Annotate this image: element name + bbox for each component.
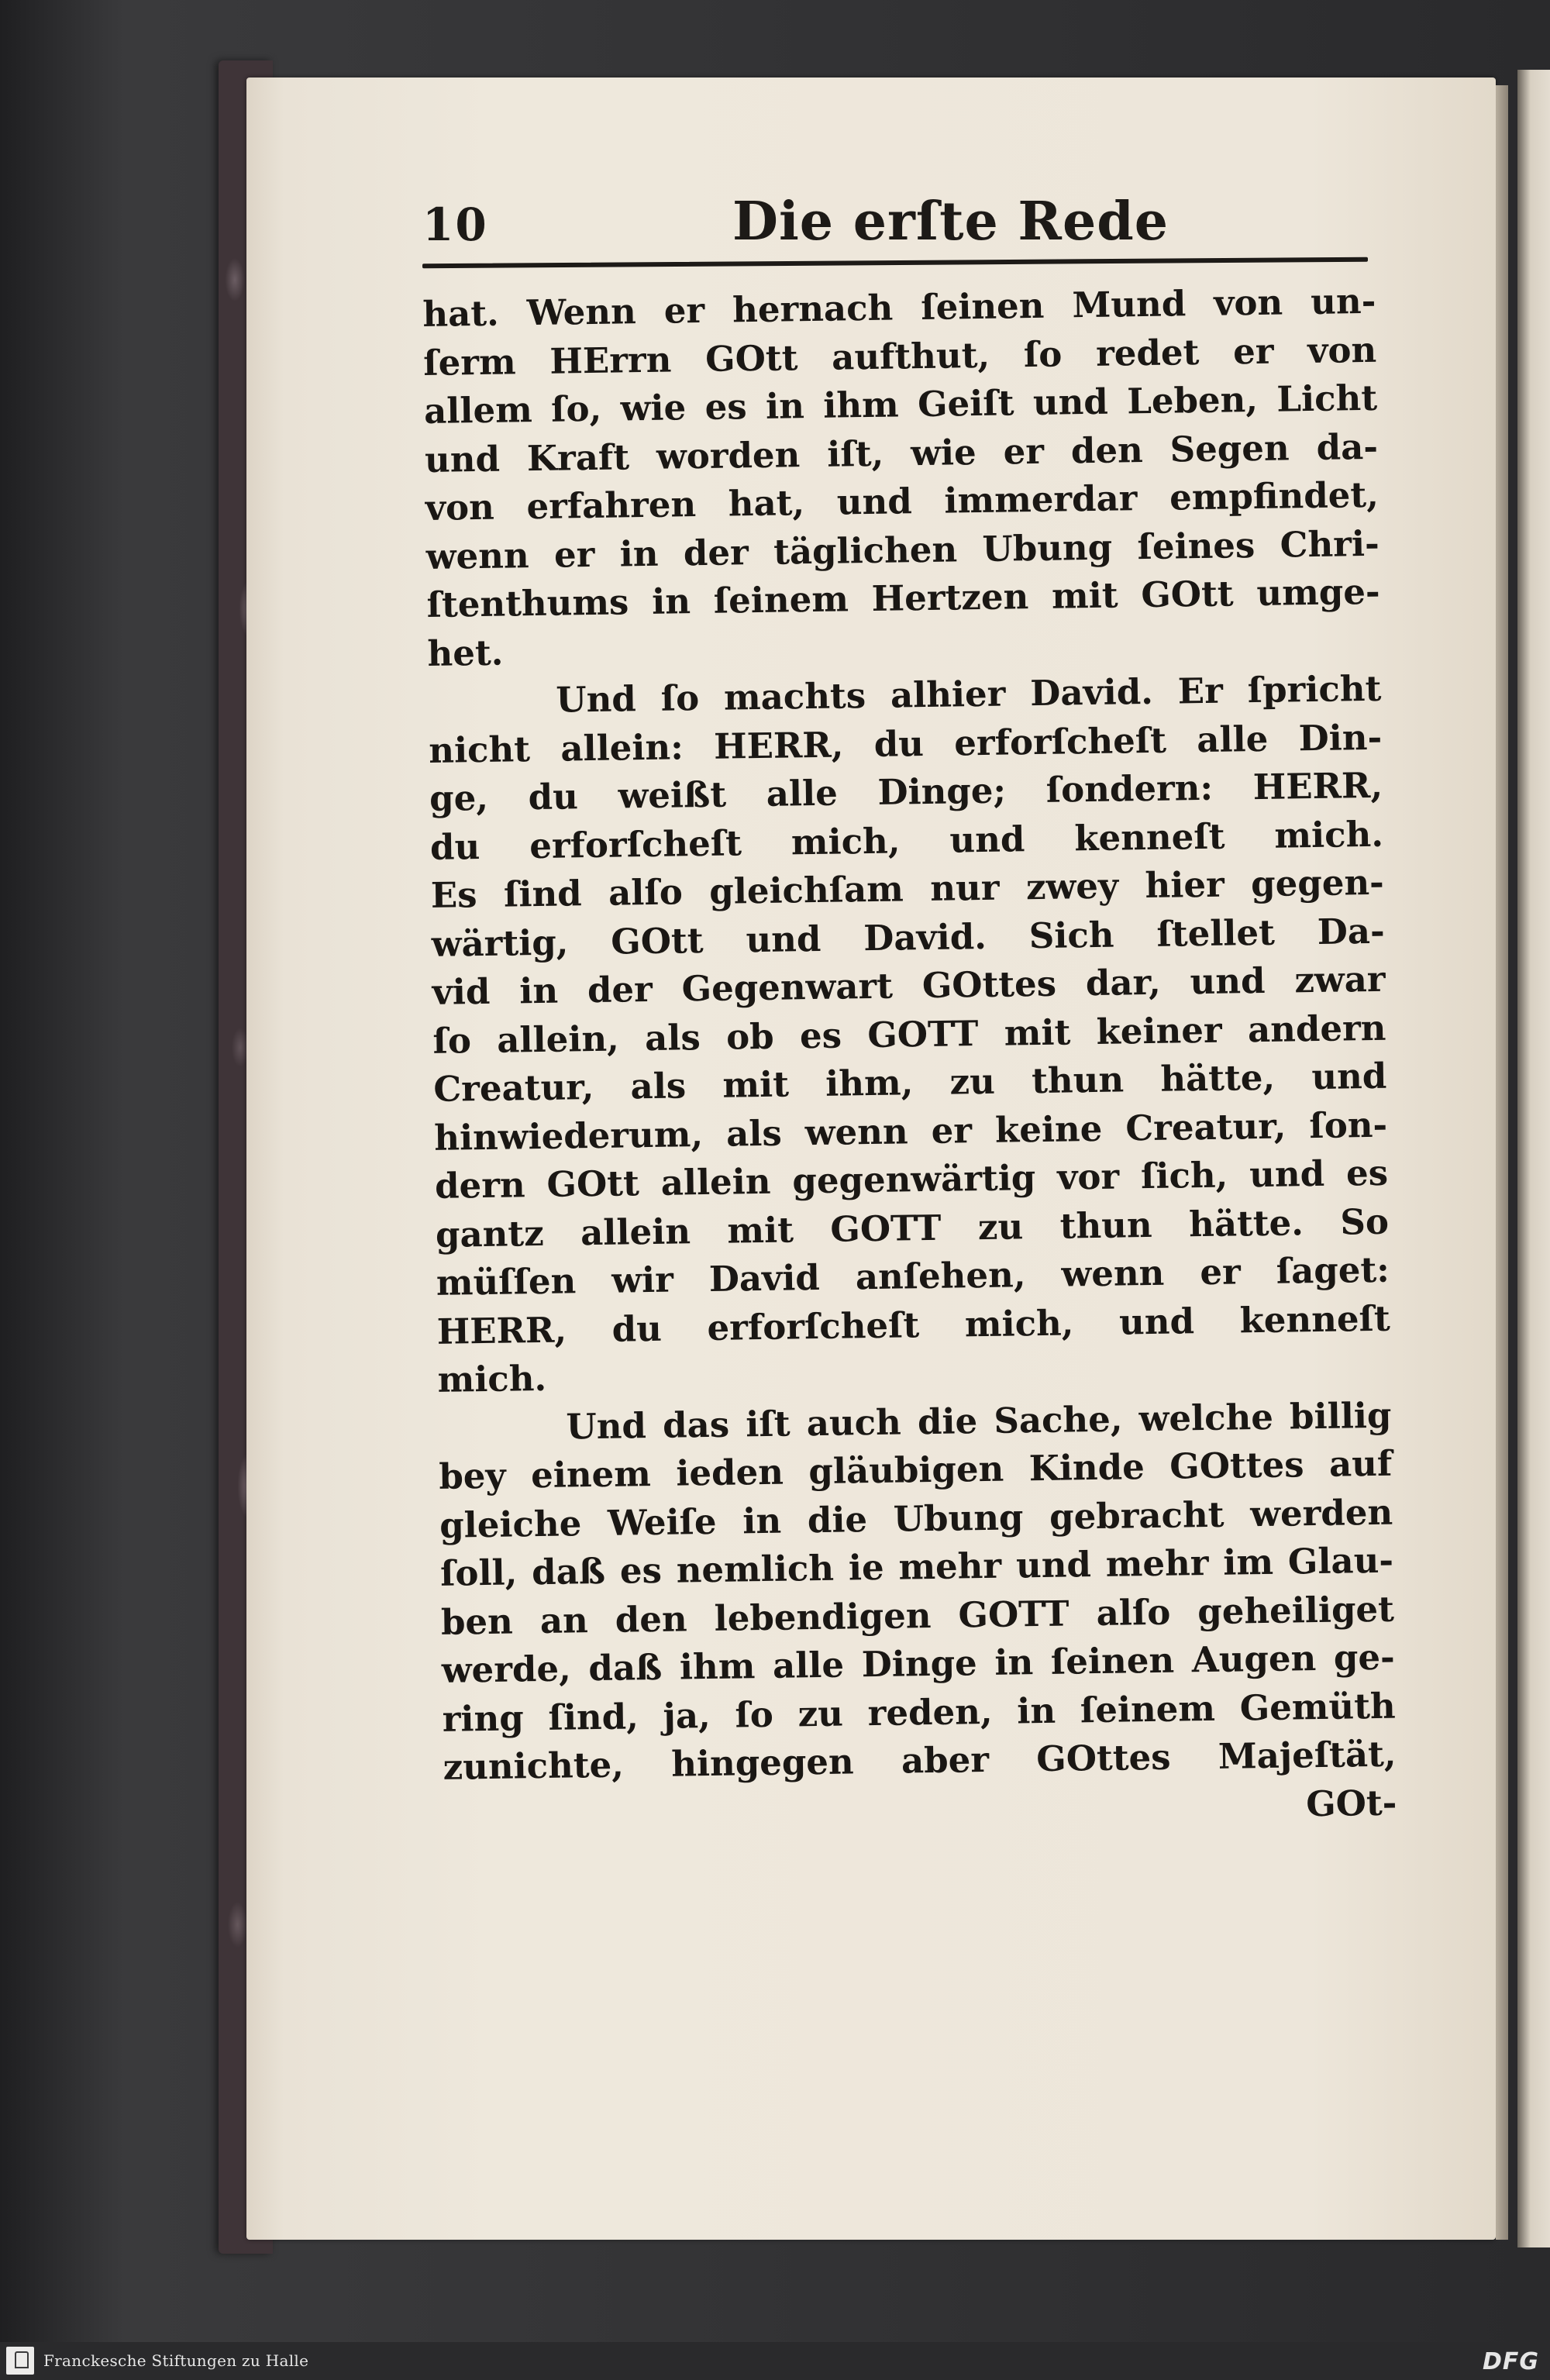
text-line: vid in der Gegenwart GOttes dar, und zwar <box>432 958 1386 1013</box>
text-line: bey einem ieden gläubigen Kinde GOttes auf <box>438 1442 1393 1497</box>
text-line: dern GOtt allein gegenwärtig vor ſich, und es <box>434 1152 1389 1207</box>
text-line: ſo allein, als ob es GOTT mit keiner andern <box>432 1007 1386 1062</box>
page-edge <box>1496 85 1508 2240</box>
institution-logo-icon <box>6 2347 34 2375</box>
text-line: müſſen wir David anſehen, wenn er ſaget: <box>436 1249 1390 1304</box>
text-line: von erfahren hat, und immerdar empfindet, <box>425 474 1380 529</box>
catchword: GOt- <box>1305 1782 1397 1824</box>
text-line: ring ſind, ja, ſo zu reden, in ſeinem Gemüth <box>442 1685 1396 1740</box>
text-line: ſtenthums in ſeinem Hertzen mit GOtt umge- <box>426 570 1380 625</box>
page-header <box>422 183 1368 268</box>
body-text <box>422 277 1397 1841</box>
viewer-footer <box>0 2342 1550 2380</box>
text-line: zunichte, hingegen aber GOttes Majeſtät, <box>443 1733 1397 1788</box>
text-line: ſerm HErrn GOtt aufthut, ſo redet er von <box>422 329 1377 384</box>
text-line: gantz allein mit GOTT zu thun hätte. So <box>435 1200 1390 1255</box>
text-line: und Kraft worden iſt, wie er den Segen da- <box>424 425 1379 480</box>
text-line: hat. Wenn er hernach ſeinen Mund von un- <box>422 280 1376 335</box>
page-number: 10 <box>422 198 488 251</box>
header-rule <box>422 257 1368 269</box>
text-line: wenn er in der täglichen Ubung ſeines Chri- <box>425 522 1380 577</box>
text-line: gleiche Weiſe in die Ubung gebracht werden <box>439 1491 1393 1546</box>
institution-name: Franckesche Stiftungen zu Halle <box>43 2351 309 2370</box>
text-line: Creatur, als mit ihm, zu thun hätte, und <box>433 1055 1387 1110</box>
text-line: du erforſcheſt mich, und kenneſt mich. <box>429 813 1384 868</box>
text-line: ge, du weißt alle Dinge; ſondern: HERR, <box>429 764 1383 819</box>
facing-page-edge <box>1517 70 1550 2247</box>
text-line: nicht allein: HERR, du erforſcheſt alle Din- <box>428 716 1383 771</box>
text-line: ſoll, daß es nemlich ie mehr und mehr im Glau- <box>439 1539 1394 1594</box>
text-line: HERR, du erforſcheſt mich, und kenneſt <box>436 1297 1391 1352</box>
text-line: mich. <box>437 1357 547 1400</box>
running-title: Die erſte Rede <box>732 191 1169 253</box>
text-line: Und ſo machts alhier David. Er ſpricht <box>556 667 1382 721</box>
text-line: wärtig, GOtt und David. Sich ſtellet Da- <box>431 910 1386 965</box>
text-line: allem ſo, wie es in ihm Geiſt und Leben, Licht <box>423 377 1378 432</box>
text-line: hinwiederum, als wenn er keine Creatur, ſon- <box>433 1104 1388 1159</box>
text-line: Und das iſt auch die Sache, welche billig <box>566 1394 1392 1448</box>
dfg-logo: DFG <box>1482 2348 1539 2375</box>
text-line: ben an den lebendigen GOTT alſo geheiliget <box>440 1588 1395 1643</box>
text-line: werde, daß ihm alle Dinge in ſeinen Augen ge- <box>441 1636 1396 1691</box>
text-line: Es ſind alſo gleichſam nur zwey hier gegen- <box>430 861 1385 916</box>
text-line: het. <box>427 632 504 674</box>
